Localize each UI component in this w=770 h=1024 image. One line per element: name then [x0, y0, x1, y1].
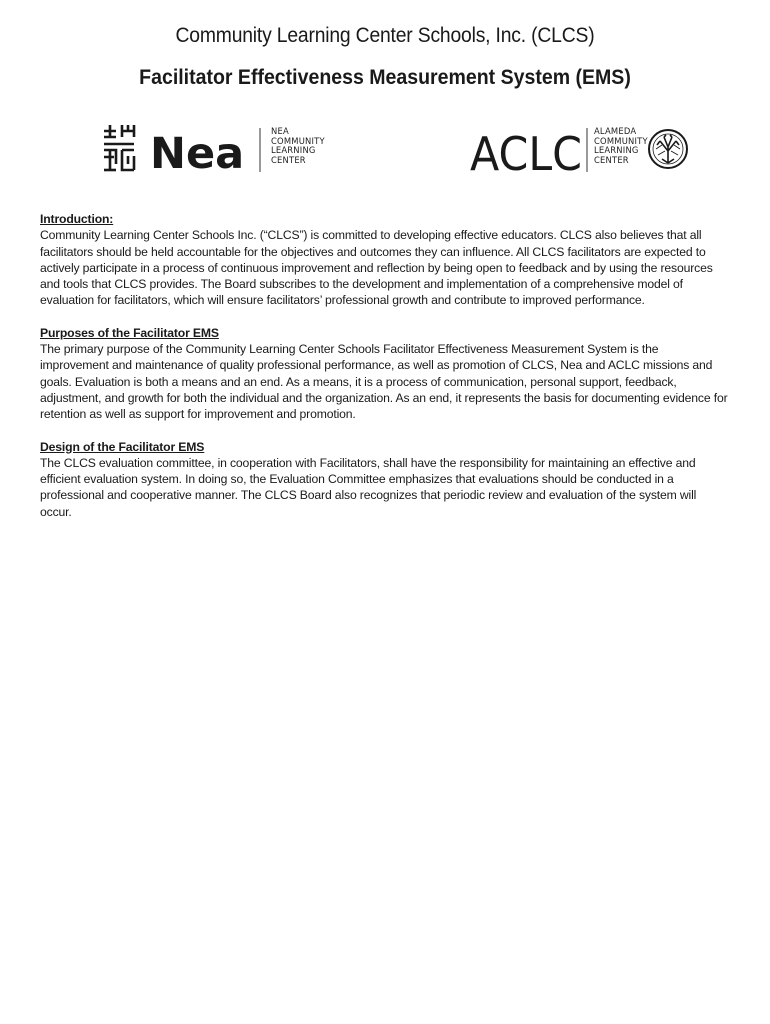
section-body-design: The CLCS evaluation committee, in cooperation with Facilitators, shall have the responsibility for maintaining an effective and efficient evaluation system. In doing so, the Evaluation Committee emphasizes that evaluations should be conducted in a professional and cooperative manner. The CLCS Board also recognizes that periodic review and evaluation of the system will occur.	[40, 455, 697, 519]
aclc-logo-graphic	[468, 120, 693, 180]
section-body-purposes: The primary purpose of the Community Learning Center Schools Facilitator Effectiveness Measurement System is the improvement and maintenance of quality professional performance, as well as promotion of CLCS, Nea and ACLC missions and goals. Evaluation is both a means and an end. As a means, it is a process of communication, personal support, feedback, adjustment, and growth for both the individual and the organization. As an end, it represents the basis for documenting evidence for retention as well as support for improvement and promotion.	[40, 342, 728, 422]
aclc-logo-subtext	[594, 127, 648, 165]
aclc-sub-line: ALAMEDA	[594, 126, 637, 136]
section-body-introduction: Community Learning Center Schools Inc. (“CLCS”) is committed to developing effective educators. CLCS also believes that all facilitators should be held accountable for the objectives and outcomes they can influence. All CLCS facilitators are expected to actively participate in a process of continuous improvement and reflection by being open to feedback and by using the resources and tools that CLCS provides. The Board subscribes to the development and implementation of a comprehensive model of evaluation for facilitators, which will ensure facilitators’ professional growth and contribute to improved performance.	[40, 228, 713, 308]
nea-logo-subtext	[271, 127, 325, 165]
section-heading-introduction: Introduction:	[40, 212, 114, 226]
nea-wordmark: Nea	[150, 129, 245, 179]
aclc-sub-line: LEARNING	[594, 145, 639, 155]
nea-sub-line: COMMUNITY	[271, 135, 325, 146]
organization-title: Community Learning Center Schools, Inc. (CLCS)	[175, 24, 595, 47]
document-body	[40, 211, 730, 536]
aclc-wordmark: ACLC	[470, 127, 582, 180]
nea-glyph-icon	[104, 125, 134, 170]
nea-sub-line: LEARNING	[271, 145, 316, 155]
tree-roundel-icon	[649, 130, 687, 168]
aclc-sub-line: COMMUNITY	[594, 135, 648, 146]
nea-sub-line: NEA	[271, 126, 289, 136]
aclc-logo	[468, 120, 693, 180]
nea-logo	[100, 120, 345, 180]
aclc-sub-line: CENTER	[594, 154, 629, 165]
document-title: Facilitator Effectiveness Measurement System (EMS)	[139, 66, 631, 89]
section-heading-purposes: Purposes of the Facilitator EMS	[40, 325, 219, 340]
section-heading-design: Design of the Facilitator EMS	[40, 439, 205, 454]
nea-sub-line: CENTER	[271, 154, 306, 165]
